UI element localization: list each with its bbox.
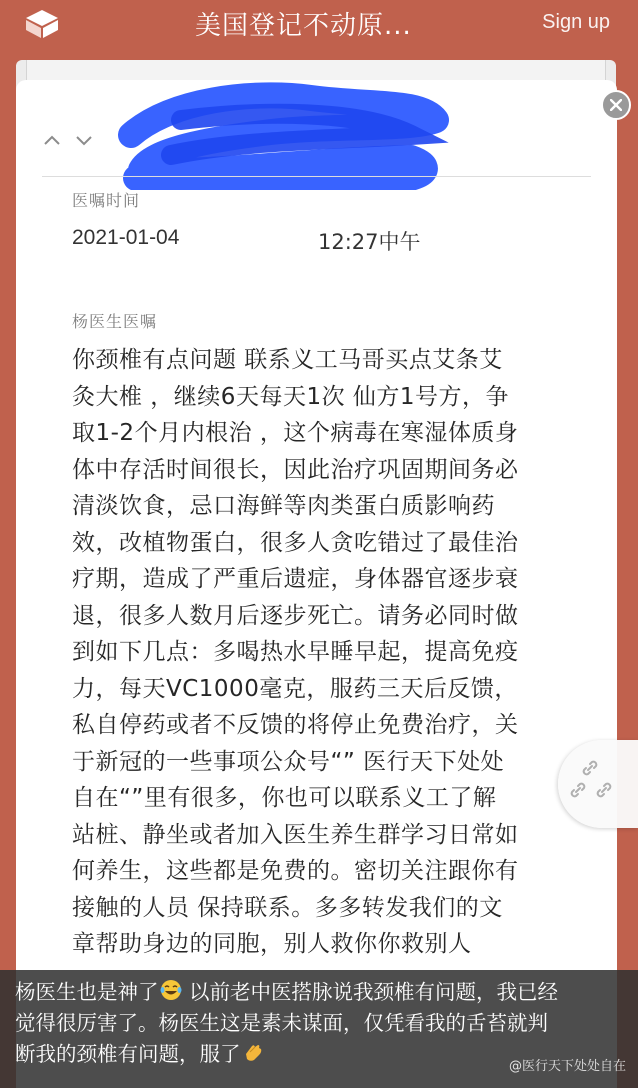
watermark: @医行天下处处自在 [508,1059,626,1074]
caption-overlay [0,970,638,1088]
time-value: 12:27中午 [318,230,421,254]
clapping-hands-emoji [241,1040,265,1064]
date-value: 2021-01-04 [72,226,180,249]
record-detail-card [16,80,617,1088]
chevron-up-icon[interactable] [42,132,62,148]
advice-line: 站桩、静坐或者加入医生养生群学习日常如 [72,821,519,848]
share-link-widget[interactable] [558,740,638,828]
advice-line: 疗期，造成了严重后遗症，身体器官逐步衰 [72,566,519,592]
advice-text [72,342,572,963]
chevron-down-icon[interactable] [74,132,94,148]
advice-line: 取1-2个月内根治 ，这个病毒在寒湿体质身 [72,420,519,446]
header-divider [42,176,591,177]
advice-line: 何养生，这些都是免费的。密切关注跟你有 [72,858,519,884]
advice-line: 于新冠的一些事项公众号“” 医行天下处处 [72,748,505,775]
advice-line: 清淡饮食，忌口海鲜等肉类蛋白质影响药 [72,493,495,519]
caption-segment: 以前老中医搭脉说我颈椎有问题，我已经 [189,980,559,1004]
advice-line: 到如下几点：多喝热水早睡早起，提高免疫 [72,639,519,665]
close-button[interactable] [601,90,631,120]
caption-line: 觉得很厉害了。杨医生这是素未谋面，仅凭看我的舌苔就判 [15,1011,548,1035]
link-icon[interactable] [580,758,600,778]
caption-line [15,977,630,1008]
top-bar [0,0,638,48]
advice-label: 杨医生医嘱 [72,312,158,331]
link-icon[interactable] [594,780,614,800]
advice-line: 私自停药或者不反馈的将停止免费治疗，关 [72,712,519,738]
caption-segment: 杨医生也是神了 [15,980,159,1004]
sign-up-link[interactable]: Sign up [542,11,610,33]
advice-line: 你颈椎有点问题 联系义工马哥买点艾条艾 [72,347,503,373]
time-label: 医嘱时间 [72,191,141,210]
advice-line: 灸大椎 ，继续6天每天1次 仙方1号方，争 [72,383,510,410]
advice-line: 自在“”里有很多，你也可以联系义工了解 [72,785,497,811]
advice-line: 退，很多人数月后逐步死亡。请务必同时做 [72,602,519,629]
advice-line: 力，每天VC1000毫克，服药三天后反馈， [72,675,518,702]
link-icon[interactable] [568,780,588,800]
record-navigation [42,132,94,148]
advice-line: 效，改植物蛋白，很多人贪吃错过了最佳治 [72,529,519,556]
box-logo-icon[interactable] [22,6,62,40]
advice-line: 章帮助身边的同胞，别人救你你救别人 [72,931,472,957]
redaction-scribble [111,80,451,190]
advice-line: 接触的人员 保持联系。多多转发我们的文 [72,894,503,921]
tears-of-joy-emoji [159,978,183,1002]
app-title: 美国登记不动原... [195,11,412,41]
advice-line: 体中存活时间很长，因此治疗巩固期间务必 [72,456,519,483]
caption-segment: 断我的颈椎有问题，服了 [15,1042,241,1066]
close-icon [610,99,622,111]
